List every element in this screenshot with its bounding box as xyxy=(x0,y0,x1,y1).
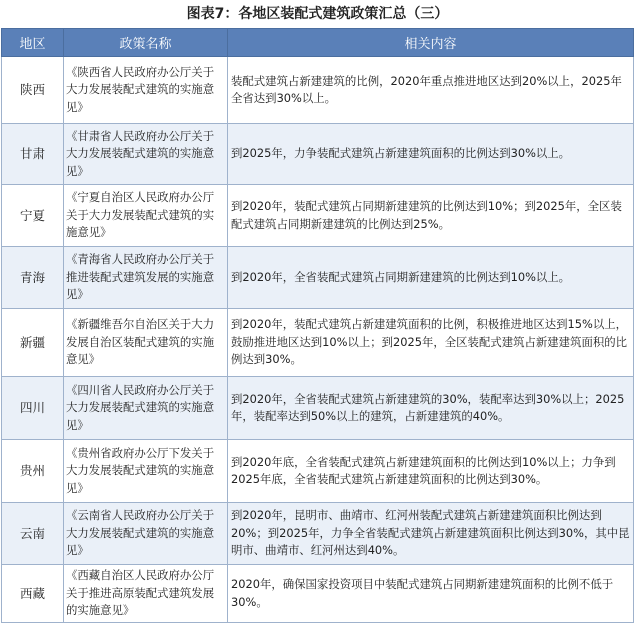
policy-cell: 《青海省人民政府办公厅关于推进装配式建筑发展的实施意见》 xyxy=(64,247,228,309)
region-cell: 西藏 xyxy=(2,565,64,623)
table-row xyxy=(2,57,634,124)
header-row xyxy=(2,29,634,57)
content-cell: 到2020年，全省装配式建筑占新建建筑的30%，装配率达到30%以上；2025年，装配率达到50%以上的建筑，占新建建筑的40%。 xyxy=(228,377,634,440)
table-row xyxy=(2,503,634,565)
table-row xyxy=(2,309,634,377)
table-row xyxy=(2,185,634,247)
content-cell: 到2020年底，全省装配式建筑占新建建筑面积的比例达到10%以上；力争到2025年底，全省装配式建筑占新建建筑面积的比例达到30%。 xyxy=(228,440,634,503)
policy-cell: 《陕西省人民政府办公厅关于大力发展装配式建筑的实施意见》 xyxy=(64,57,228,124)
region-cell: 甘肃 xyxy=(2,124,64,185)
region-cell: 宁夏 xyxy=(2,185,64,247)
policy-cell: 《西藏自治区人民政府办公厅关于推进高原装配式建筑发展的实施意见》 xyxy=(64,565,228,623)
content-cell: 到2020年，昆明市、曲靖市、红河州装配式建筑占新建建筑面积比例达到20%；到2025年，力争全省装配式建筑占新建建筑面积比例达到30%，其中昆明市、曲靖市、红河州达到40%。 xyxy=(228,503,634,565)
region-cell: 青海 xyxy=(2,247,64,309)
region-cell: 贵州 xyxy=(2,440,64,503)
table-row xyxy=(2,247,634,309)
policy-cell: 《贵州省政府办公厅下发关于大力发展装配式建筑的实施意见》 xyxy=(64,440,228,503)
region-cell: 陕西 xyxy=(2,57,64,124)
table-row xyxy=(2,565,634,623)
region-cell: 四川 xyxy=(2,377,64,440)
policy-table xyxy=(1,28,634,623)
table-row xyxy=(2,377,634,440)
region-cell: 云南 xyxy=(2,503,64,565)
header-content: 相关内容 xyxy=(228,29,634,57)
table-row xyxy=(2,124,634,185)
table-title: 图表7：各地区装配式建筑政策汇总（三） xyxy=(186,6,449,22)
content-cell: 到2020年，全省装配式建筑占同期新建建筑的比例达到10%以上。 xyxy=(228,247,634,309)
table-row xyxy=(2,440,634,503)
content-cell: 到2025年，力争装配式建筑占新建建筑面积的比例达到30%以上。 xyxy=(228,124,634,185)
policy-cell: 《宁夏自治区人民政府办公厅关于大力发展装配式建筑的实施意见》 xyxy=(64,185,228,247)
header-region: 地区 xyxy=(2,29,64,57)
policy-cell: 《云南省人民政府办公厅关于大力发展装配式建筑的实施意见》 xyxy=(64,503,228,565)
content-cell: 装配式建筑占新建建筑的比例，2020年重点推进地区达到20%以上，2025年全省达到30%以上。 xyxy=(228,57,634,124)
content-cell: 2020年，确保国家投资项目中装配式建筑占同期新建建筑面积的比例不低于30%。 xyxy=(228,565,634,623)
policy-cell: 《甘肃省人民政府办公厅关于大力发展装配式建筑的实施意见》 xyxy=(64,124,228,185)
policy-cell: 《新疆维吾尔自治区关于大力发展自治区装配式建筑的实施意见》 xyxy=(64,309,228,377)
content-cell: 到2020年，装配式建筑占新建建筑面积的比例，积极推进地区达到15%以上，鼓励推进地区达到10%以上；到2025年，全区装配式建筑占新建建筑面积的比例达到30%。 xyxy=(228,309,634,377)
content-cell: 到2020年，装配式建筑占同期新建建筑的比例达到10%；到2025年，全区装配式建筑占同期新建建筑的比例达到25%。 xyxy=(228,185,634,247)
header-policy: 政策名称 xyxy=(64,29,228,57)
policy-cell: 《四川省人民政府办公厅关于大力发展装配式建筑的实施意见》 xyxy=(64,377,228,440)
region-cell: 新疆 xyxy=(2,309,64,377)
